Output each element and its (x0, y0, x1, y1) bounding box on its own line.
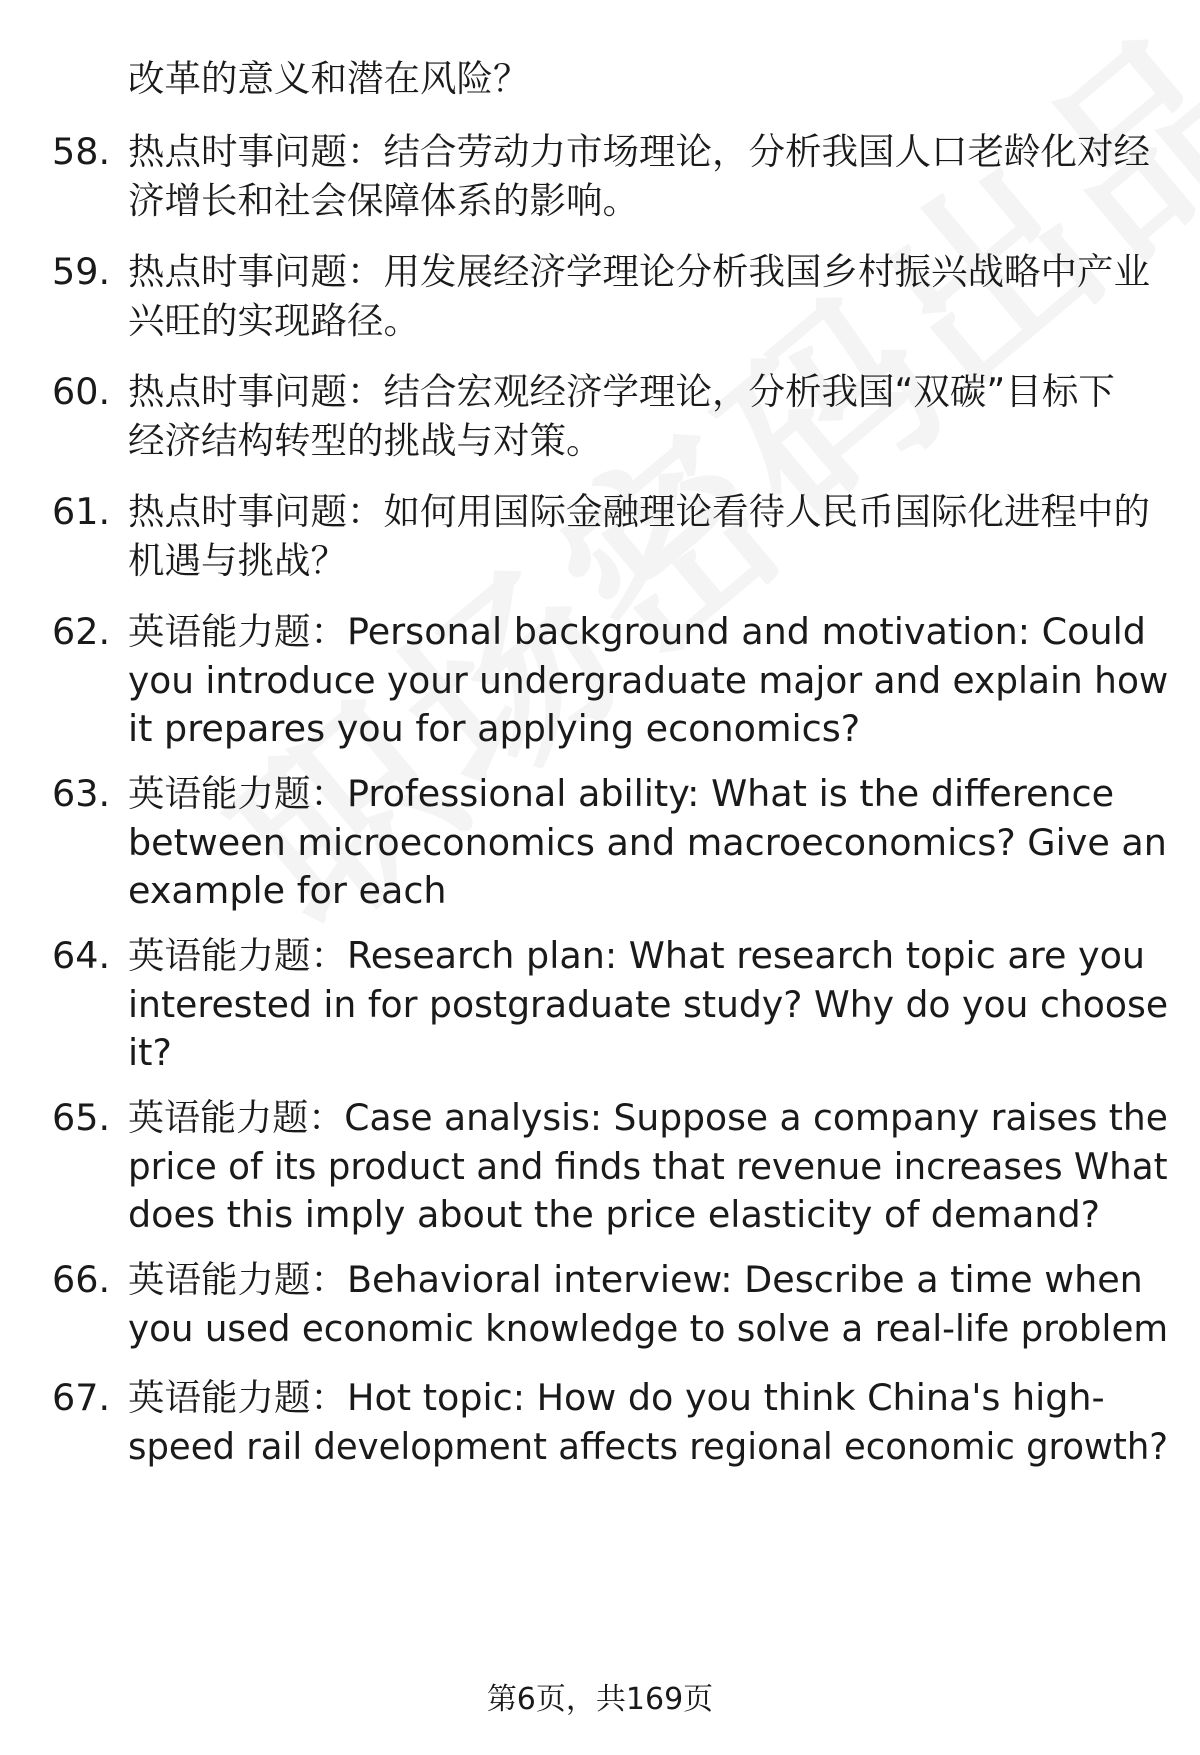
text-line: 热点时事问题：结合宏观经济学理论，分析我国“双碳”目标下 (128, 370, 1115, 413)
question-text (128, 488, 1158, 585)
question-number: 63. (52, 772, 111, 815)
text-line: example for each (128, 869, 447, 912)
question-text (128, 128, 1158, 225)
text-line: 英语能力题：Personal background and motivation: Could (128, 610, 1146, 653)
question-text (128, 770, 1167, 916)
text-line: it prepares you for applying economics? (128, 707, 861, 750)
text-line: 热点时事问题：结合劳动力市场理论，分析我国人口老龄化对经 (128, 130, 1150, 173)
text-line: 英语能力题：Professional ability: What is the difference (128, 772, 1115, 815)
text-line: 济增长和社会保障体系的影响。 (128, 178, 639, 222)
question-text (128, 1374, 1169, 1471)
text-line: you introduce your undergraduate major and explain how (128, 658, 1169, 702)
page-footer: 第6页，共169页 (486, 1682, 714, 1717)
text-line: 机遇与挑战？ (128, 538, 347, 582)
question-text (128, 932, 1169, 1078)
text-line: 英语能力题：Case analysis: Suppose a company raises the (128, 1096, 1168, 1139)
question-text (128, 368, 1158, 465)
text-line: 经济结构转型的挑战与对策。 (128, 418, 603, 462)
text-line: 热点时事问题：用发展经济学理论分析我国乡村振兴战略中产业 (128, 250, 1150, 293)
question-text (128, 1256, 1169, 1353)
question-text (128, 1094, 1168, 1240)
question-number: 65. (52, 1096, 111, 1139)
text-line: you used economic knowledge to solve a real-life problem (128, 1306, 1169, 1350)
text-line: 英语能力题：Hot topic: How do you think China's high- (128, 1376, 1105, 1419)
text-line: 英语能力题：Behavioral interview: Describe a time when (128, 1258, 1143, 1301)
question-number: 60. (52, 370, 111, 413)
text-line: 热点时事问题：如何用国际金融理论看待人民币国际化进程中的 (128, 490, 1150, 533)
question-number: 66. (52, 1258, 111, 1301)
continuation-text (128, 55, 1158, 104)
question-number: 61. (52, 490, 111, 533)
text-line: interested in for postgraduate study? Why do you choose (128, 982, 1169, 1026)
question-text (128, 248, 1158, 345)
text-line: does this imply about the price elasticity of demand? (128, 1193, 1101, 1236)
text-line: 英语能力题：Research plan: What research topic are you (128, 934, 1146, 977)
text-line: between microeconomics and macroeconomics? Give an (128, 820, 1167, 864)
text-line: it? (128, 1031, 172, 1074)
question-number: 64. (52, 934, 111, 977)
text-line: price of its product and finds that revenue increases What (128, 1144, 1168, 1188)
question-number: 58. (52, 130, 111, 173)
question-text (128, 608, 1169, 754)
question-number: 59. (52, 250, 111, 293)
text-line: 改革的意义和潜在风险？ (128, 57, 530, 100)
question-number: 67. (52, 1376, 111, 1419)
text-line: speed rail development affects regional economic growth? (128, 1424, 1169, 1468)
text-line: 兴旺的实现路径。 (128, 298, 420, 342)
question-number: 62. (52, 610, 111, 653)
